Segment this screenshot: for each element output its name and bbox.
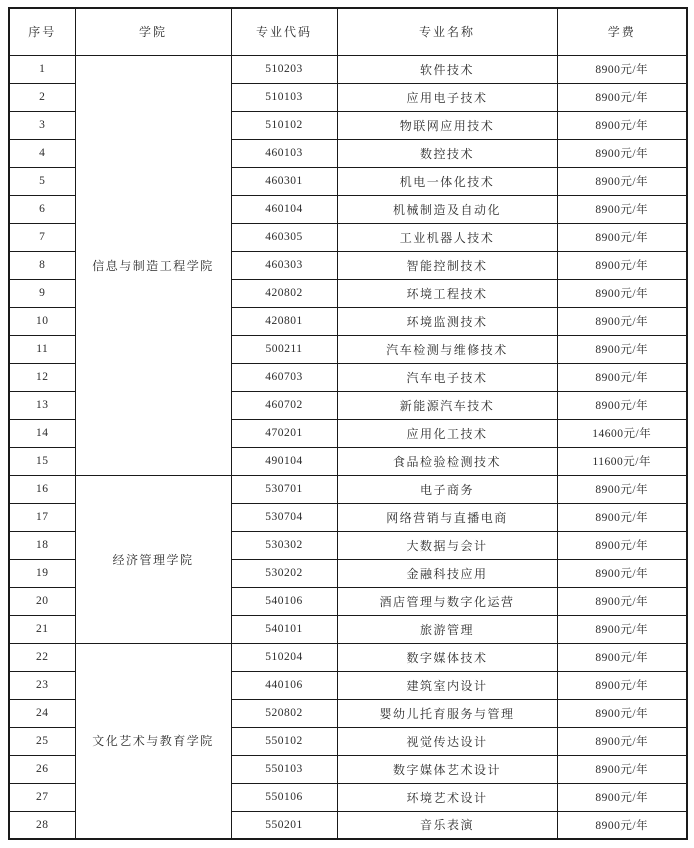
major-name-cell: 物联网应用技术 bbox=[337, 111, 557, 139]
tuition-cell: 8900元/年 bbox=[557, 195, 687, 223]
major-code-cell: 530701 bbox=[231, 475, 337, 503]
tuition-table bbox=[8, 7, 688, 840]
major-code-cell: 510203 bbox=[231, 55, 337, 83]
tuition-cell: 8900元/年 bbox=[557, 363, 687, 391]
major-name-cell: 金融科技应用 bbox=[337, 559, 557, 587]
table-row bbox=[9, 475, 687, 503]
row-number-cell: 18 bbox=[9, 531, 75, 559]
major-code-cell: 530302 bbox=[231, 531, 337, 559]
major-code-cell: 510204 bbox=[231, 643, 337, 671]
table-row bbox=[9, 643, 687, 671]
major-name-cell: 电子商务 bbox=[337, 475, 557, 503]
tuition-cell: 8900元/年 bbox=[557, 167, 687, 195]
tuition-cell: 8900元/年 bbox=[557, 307, 687, 335]
major-code-cell: 550201 bbox=[231, 811, 337, 839]
major-name-cell: 酒店管理与数字化运营 bbox=[337, 587, 557, 615]
major-code-cell: 440106 bbox=[231, 671, 337, 699]
row-number-cell: 17 bbox=[9, 503, 75, 531]
tuition-cell: 8900元/年 bbox=[557, 559, 687, 587]
row-number-cell: 24 bbox=[9, 699, 75, 727]
major-code-cell: 460104 bbox=[231, 195, 337, 223]
tuition-cell: 8900元/年 bbox=[557, 111, 687, 139]
major-code-cell: 460303 bbox=[231, 251, 337, 279]
major-name-cell: 旅游管理 bbox=[337, 615, 557, 643]
tuition-cell: 8900元/年 bbox=[557, 335, 687, 363]
major-code-cell: 460703 bbox=[231, 363, 337, 391]
row-number-cell: 25 bbox=[9, 727, 75, 755]
major-name-cell: 机电一体化技术 bbox=[337, 167, 557, 195]
major-name-cell: 工业机器人技术 bbox=[337, 223, 557, 251]
row-number-cell: 20 bbox=[9, 587, 75, 615]
row-number-cell: 9 bbox=[9, 279, 75, 307]
header-major: 专业名称 bbox=[337, 8, 557, 55]
major-code-cell: 510102 bbox=[231, 111, 337, 139]
tuition-cell: 8900元/年 bbox=[557, 503, 687, 531]
table-body bbox=[9, 55, 687, 839]
major-code-cell: 420801 bbox=[231, 307, 337, 335]
major-name-cell: 环境艺术设计 bbox=[337, 783, 557, 811]
tuition-cell: 8900元/年 bbox=[557, 587, 687, 615]
major-code-cell: 490104 bbox=[231, 447, 337, 475]
college-cell: 经济管理学院 bbox=[75, 475, 231, 643]
tuition-cell: 8900元/年 bbox=[557, 755, 687, 783]
major-name-cell: 新能源汽车技术 bbox=[337, 391, 557, 419]
tuition-cell: 8900元/年 bbox=[557, 55, 687, 83]
tuition-cell: 8900元/年 bbox=[557, 727, 687, 755]
row-number-cell: 5 bbox=[9, 167, 75, 195]
tuition-cell: 8900元/年 bbox=[557, 643, 687, 671]
major-code-cell: 540106 bbox=[231, 587, 337, 615]
major-name-cell: 汽车检测与维修技术 bbox=[337, 335, 557, 363]
major-code-cell: 530202 bbox=[231, 559, 337, 587]
major-name-cell: 建筑室内设计 bbox=[337, 671, 557, 699]
row-number-cell: 19 bbox=[9, 559, 75, 587]
row-number-cell: 12 bbox=[9, 363, 75, 391]
tuition-cell: 8900元/年 bbox=[557, 475, 687, 503]
major-code-cell: 550102 bbox=[231, 727, 337, 755]
major-code-cell: 550106 bbox=[231, 783, 337, 811]
tuition-cell: 14600元/年 bbox=[557, 419, 687, 447]
major-name-cell: 软件技术 bbox=[337, 55, 557, 83]
row-number-cell: 2 bbox=[9, 83, 75, 111]
major-name-cell: 数控技术 bbox=[337, 139, 557, 167]
major-name-cell: 机械制造及自动化 bbox=[337, 195, 557, 223]
header-tuition: 学费 bbox=[557, 8, 687, 55]
major-code-cell: 460103 bbox=[231, 139, 337, 167]
row-number-cell: 7 bbox=[9, 223, 75, 251]
major-name-cell: 食品检验检测技术 bbox=[337, 447, 557, 475]
row-number-cell: 8 bbox=[9, 251, 75, 279]
major-name-cell: 应用电子技术 bbox=[337, 83, 557, 111]
major-name-cell: 婴幼儿托育服务与管理 bbox=[337, 699, 557, 727]
major-code-cell: 510103 bbox=[231, 83, 337, 111]
header-college: 学院 bbox=[75, 8, 231, 55]
table-row bbox=[9, 55, 687, 83]
tuition-cell: 8900元/年 bbox=[557, 251, 687, 279]
row-number-cell: 1 bbox=[9, 55, 75, 83]
tuition-cell: 8900元/年 bbox=[557, 139, 687, 167]
major-code-cell: 520802 bbox=[231, 699, 337, 727]
major-code-cell: 460702 bbox=[231, 391, 337, 419]
major-code-cell: 460301 bbox=[231, 167, 337, 195]
row-number-cell: 11 bbox=[9, 335, 75, 363]
tuition-cell: 8900元/年 bbox=[557, 615, 687, 643]
row-number-cell: 15 bbox=[9, 447, 75, 475]
college-cell: 文化艺术与教育学院 bbox=[75, 643, 231, 839]
major-name-cell: 汽车电子技术 bbox=[337, 363, 557, 391]
row-number-cell: 14 bbox=[9, 419, 75, 447]
major-code-cell: 540101 bbox=[231, 615, 337, 643]
major-code-cell: 550103 bbox=[231, 755, 337, 783]
major-name-cell: 智能控制技术 bbox=[337, 251, 557, 279]
header-no: 序号 bbox=[9, 8, 75, 55]
row-number-cell: 26 bbox=[9, 755, 75, 783]
tuition-cell: 8900元/年 bbox=[557, 811, 687, 839]
tuition-cell: 8900元/年 bbox=[557, 279, 687, 307]
table-header-row bbox=[9, 8, 687, 55]
major-name-cell: 数字媒体技术 bbox=[337, 643, 557, 671]
major-name-cell: 应用化工技术 bbox=[337, 419, 557, 447]
tuition-cell: 8900元/年 bbox=[557, 531, 687, 559]
tuition-cell: 8900元/年 bbox=[557, 699, 687, 727]
row-number-cell: 23 bbox=[9, 671, 75, 699]
major-code-cell: 470201 bbox=[231, 419, 337, 447]
tuition-cell: 8900元/年 bbox=[557, 223, 687, 251]
tuition-cell: 8900元/年 bbox=[557, 671, 687, 699]
major-name-cell: 网络营销与直播电商 bbox=[337, 503, 557, 531]
major-code-cell: 420802 bbox=[231, 279, 337, 307]
major-code-cell: 500211 bbox=[231, 335, 337, 363]
row-number-cell: 10 bbox=[9, 307, 75, 335]
row-number-cell: 4 bbox=[9, 139, 75, 167]
row-number-cell: 3 bbox=[9, 111, 75, 139]
row-number-cell: 13 bbox=[9, 391, 75, 419]
college-cell: 信息与制造工程学院 bbox=[75, 55, 231, 475]
tuition-cell: 8900元/年 bbox=[557, 391, 687, 419]
row-number-cell: 21 bbox=[9, 615, 75, 643]
major-name-cell: 音乐表演 bbox=[337, 811, 557, 839]
major-name-cell: 环境监测技术 bbox=[337, 307, 557, 335]
row-number-cell: 27 bbox=[9, 783, 75, 811]
row-number-cell: 6 bbox=[9, 195, 75, 223]
header-code: 专业代码 bbox=[231, 8, 337, 55]
major-code-cell: 530704 bbox=[231, 503, 337, 531]
row-number-cell: 22 bbox=[9, 643, 75, 671]
row-number-cell: 28 bbox=[9, 811, 75, 839]
tuition-cell: 8900元/年 bbox=[557, 83, 687, 111]
major-code-cell: 460305 bbox=[231, 223, 337, 251]
tuition-cell: 8900元/年 bbox=[557, 783, 687, 811]
major-name-cell: 大数据与会计 bbox=[337, 531, 557, 559]
major-name-cell: 视觉传达设计 bbox=[337, 727, 557, 755]
major-name-cell: 环境工程技术 bbox=[337, 279, 557, 307]
major-name-cell: 数字媒体艺术设计 bbox=[337, 755, 557, 783]
row-number-cell: 16 bbox=[9, 475, 75, 503]
tuition-cell: 11600元/年 bbox=[557, 447, 687, 475]
